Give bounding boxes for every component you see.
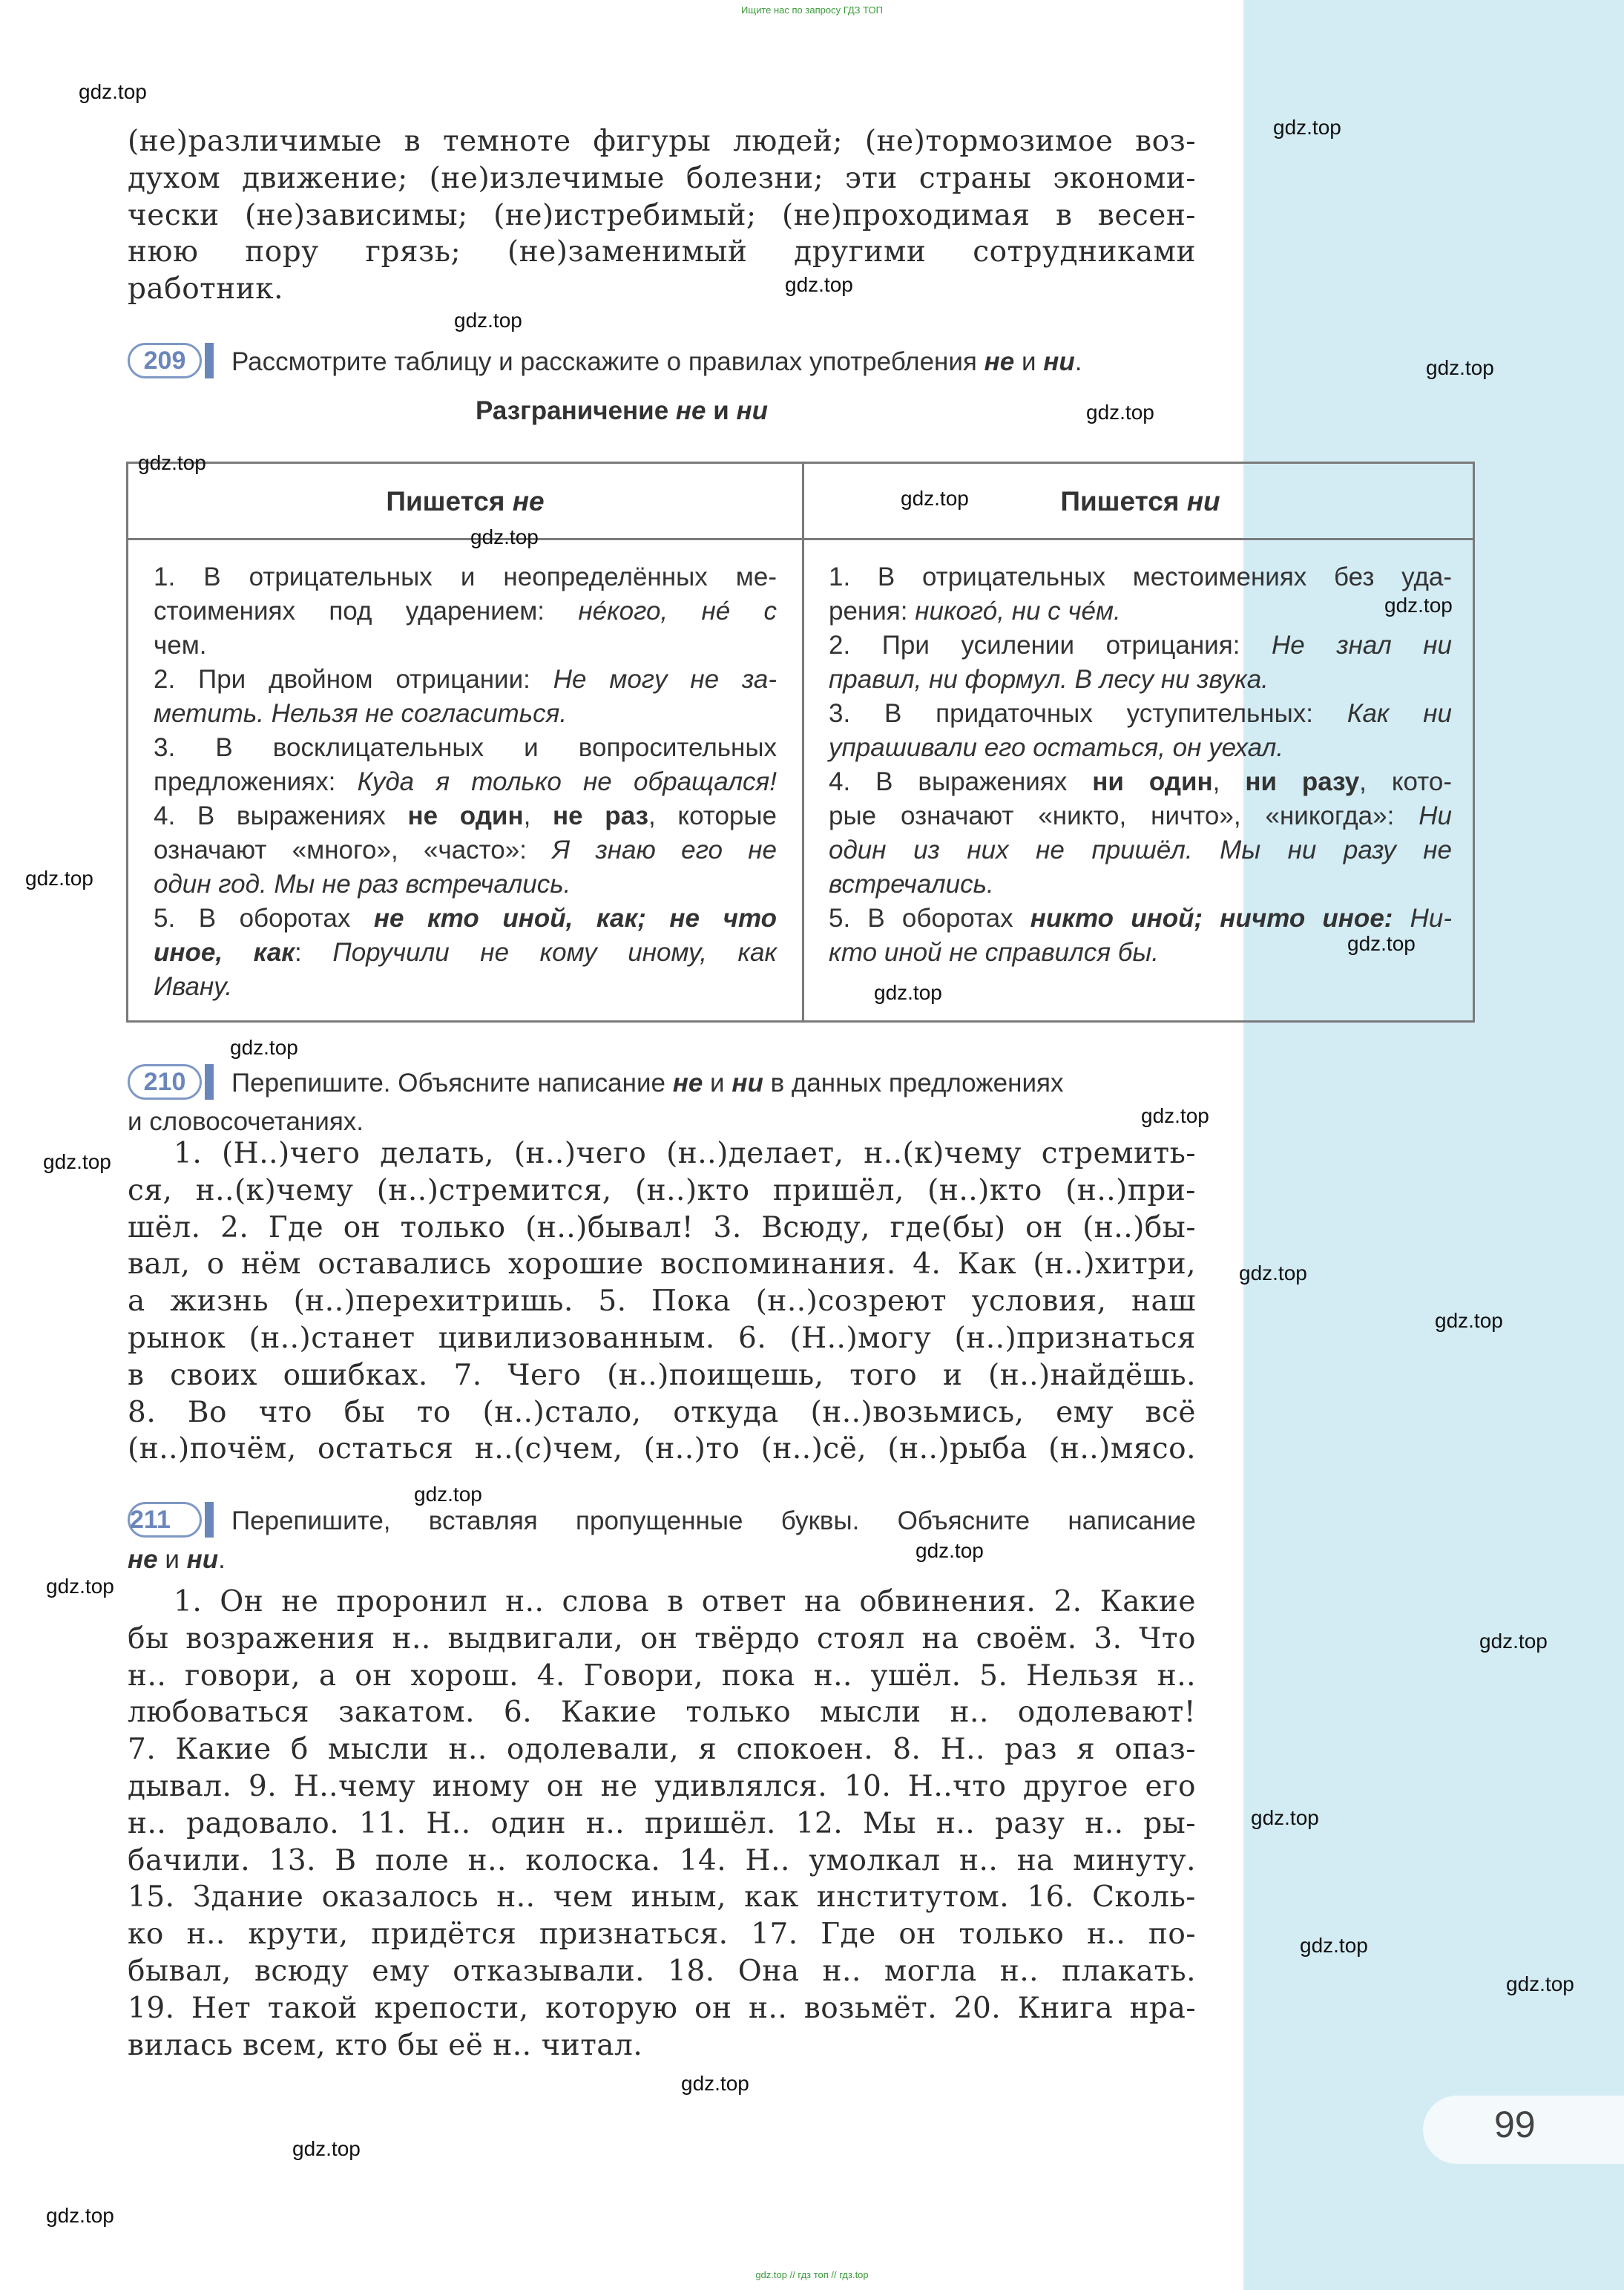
rule-line: 5. В оборотах не кто иной, как; не что bbox=[154, 904, 777, 933]
text-line: вал, о нём оставались хорошие воспоминания. 4. Как (н..)хитри, bbox=[128, 1247, 1196, 1282]
watermark: gdz.top bbox=[46, 1575, 114, 1598]
rule-line: один из них не пришёл. Мы ни разу не bbox=[829, 836, 1452, 865]
text-line: бывал, всюду ему отказывали. 18. Она н.. могла н.. плакать. bbox=[128, 1954, 1196, 1988]
page-number: 99 bbox=[1494, 2104, 1536, 2145]
header-text: Пишется bbox=[386, 486, 513, 516]
watermark: gdz.top bbox=[1479, 1630, 1548, 1653]
text-line: 15. Здание оказалось н.. чем иным, как институтом. 16. Сколь- bbox=[128, 1880, 1196, 1915]
text-line: чески (не)зависимы; (не)истребимый; (не)проходимая в весен- bbox=[128, 198, 1196, 232]
task-line: 210 Перепишите. Объясните написание не и ни в данных предложениях bbox=[128, 1067, 1196, 1106]
badge-bar bbox=[205, 1064, 214, 1100]
header-keyword: ни bbox=[1186, 486, 1220, 516]
watermark: gdz.top bbox=[915, 1539, 984, 1562]
text-line: ся, н..(к)чему (н..)стремится, (н..)кто пришёл, (н..)кто (н..)при- bbox=[128, 1173, 1196, 1207]
watermark: gdz.top bbox=[1506, 1972, 1574, 1995]
caption-keyword: не bbox=[675, 396, 706, 425]
text-line: бы возражения н.. выдвигали, он твёрдо стоял на своём. 3. Что bbox=[128, 1621, 1196, 1656]
rule-line: иное, как: Поручили не кому иному, как bbox=[154, 938, 778, 967]
watermark: gdz.top bbox=[681, 2072, 749, 2095]
text-line: любоваться закатом. 6. Какие только мысли н.. одолевают! bbox=[128, 1696, 1196, 1730]
task-text: . bbox=[1074, 347, 1082, 376]
table-header-rule bbox=[128, 538, 1473, 540]
text-line: н.. говори, а он хорош. 4. Говори, пока н.. ушёл. 5. Нельзя н.. bbox=[128, 1659, 1196, 1693]
rule-line: означают «много», «часто»: Я знаю его не bbox=[154, 836, 777, 865]
text-line: бачили. 13. В поле н.. колоска. 14. Н.. умолкал н.. на минуту. bbox=[128, 1843, 1196, 1877]
task-line: и словосочетаниях. bbox=[128, 1107, 364, 1136]
rules-table bbox=[126, 462, 1475, 1023]
task-number: 210 bbox=[128, 1064, 202, 1100]
task-line: не и ни. bbox=[128, 1545, 226, 1574]
header-text: Пишется bbox=[1060, 486, 1187, 516]
header-keyword: не bbox=[512, 486, 545, 516]
keyword-ni: ни bbox=[1043, 347, 1075, 376]
text-line: 7. Какие б мысли н.. одолевали, я спокоен. 8. Н.. раз я опаз- bbox=[128, 1733, 1196, 1767]
keyword-ni: ни bbox=[732, 1069, 763, 1098]
text-line: (не)различимые в темноте фигуры людей; (не)тормозимое воз- bbox=[128, 125, 1196, 158]
watermark: gdz.top bbox=[874, 981, 942, 1004]
rule-line: 2. При усилении отрицания: Не знал ни bbox=[829, 631, 1453, 660]
rule-line: 3. В восклицательных и вопросительных bbox=[154, 733, 777, 762]
rule-line: кто иной не справился бы. bbox=[829, 938, 1159, 967]
rule-line: один год. Мы не раз встречались. bbox=[154, 870, 571, 899]
watermark: gdz.top bbox=[1435, 1309, 1503, 1332]
keyword-ni: ни bbox=[186, 1545, 219, 1574]
task-text: и bbox=[1014, 347, 1044, 376]
table-caption bbox=[0, 396, 1243, 426]
watermark: gdz.top bbox=[138, 451, 206, 474]
watermark: gdz.top bbox=[25, 867, 93, 890]
text-line: в своих ошибках. 7. Чего (н..)поищешь, того и (н..)найдёшь. bbox=[128, 1358, 1196, 1392]
header-left bbox=[128, 486, 802, 517]
text-line: н.. радовало. 11. Н.. один н.. пришёл. 12. Мы н.. разу н.. ры- bbox=[128, 1806, 1196, 1840]
text-line: а жизнь (н..)перехитришь. 5. Пока (н..)созреют условия, наш bbox=[128, 1285, 1196, 1319]
watermark: gdz.top bbox=[454, 309, 522, 332]
task-211 bbox=[128, 1505, 1196, 1576]
watermark: gdz.top bbox=[46, 2204, 114, 2227]
watermark: gdz.top bbox=[230, 1036, 298, 1059]
rule-line: 4. В выражениях ни один, ни разу, кото- bbox=[829, 767, 1452, 796]
watermark: gdz.top bbox=[785, 273, 853, 296]
keyword-ne: не bbox=[672, 1069, 703, 1098]
task-number-badge bbox=[128, 343, 215, 381]
text-line: ко н.. крути, придётся признаться. 17. Где он только н.. по- bbox=[128, 1917, 1196, 1952]
text-line: нюю пору грязь; (не)заменимый другими сотрудниками bbox=[128, 235, 1196, 269]
text-line: 19. Нет такой крепости, которую он н.. возьмёт. 20. Книга нра- bbox=[128, 1991, 1196, 2025]
text-line: 1. (Н..)чего делать, (н..)чего (н..)делает, н..(к)чему стремить- bbox=[174, 1137, 1196, 1170]
rule-line: чем. bbox=[154, 631, 207, 660]
task-number-badge bbox=[128, 1502, 215, 1541]
task-number: 211 bbox=[128, 1502, 202, 1538]
watermark: gdz.top bbox=[1384, 594, 1453, 617]
rule-line: рые означают «никто, ничто», «никогда»: Ни bbox=[829, 801, 1452, 830]
watermark: gdz.top bbox=[1300, 1934, 1368, 1957]
rule-line: 1. В отрицательных местоимениях без уда- bbox=[829, 562, 1452, 591]
watermark: gdz.top bbox=[1141, 1104, 1209, 1127]
task-text: Рассмотрите таблицу и расскажите о правилах употребления bbox=[231, 347, 984, 376]
task-number-badge bbox=[128, 1064, 215, 1103]
caption-text: и bbox=[706, 396, 737, 425]
bottom-banner: gdz.top // гдз топ // гдз.top bbox=[755, 2269, 869, 2280]
watermark: gdz.top bbox=[43, 1150, 111, 1173]
rule-line: стоимениях под ударением: не́кого, не́ с bbox=[154, 597, 778, 626]
text-line: 1. Он не проронил н.. слова в ответ на обвинения. 2. Какие bbox=[174, 1585, 1196, 1618]
table-divider bbox=[802, 464, 804, 1020]
watermark: gdz.top bbox=[292, 2137, 361, 2160]
cell-left bbox=[154, 560, 777, 1004]
text-line: рынок (н..)станет цивилизованным. 6. (Н..)могу (н..)признаться bbox=[128, 1321, 1196, 1355]
top-banner: Ищите нас по запросу ГДЗ ТОП bbox=[741, 4, 883, 16]
rule-line: 1. В отрицательных и неопределённых ме- bbox=[154, 562, 777, 591]
watermark: gdz.top bbox=[1347, 932, 1416, 955]
text-line: духом движение; (не)излечимые болезни; эти страны экономи- bbox=[128, 161, 1196, 195]
rule-line: метить. Нельзя не согласиться. bbox=[154, 699, 568, 728]
task-209 bbox=[128, 346, 1196, 384]
watermark: gdz.top bbox=[1251, 1806, 1319, 1829]
rule-line: 3. В придаточных уступительных: Как ни bbox=[829, 699, 1452, 728]
text-line: шёл. 2. Где он только (н..)бывал! 3. Всюду, где(бы) он (н..)бы- bbox=[128, 1210, 1196, 1244]
cell-right bbox=[829, 560, 1452, 970]
text-line: работник. bbox=[128, 272, 284, 306]
rule-line: 4. В выражениях не один, не раз, которые bbox=[154, 801, 777, 830]
watermark: gdz.top bbox=[414, 1483, 482, 1506]
caption-text: Разграничение bbox=[476, 396, 676, 425]
exercise-211 bbox=[128, 1584, 1196, 2064]
watermark: gdz.top bbox=[1086, 401, 1154, 424]
rule-line: Ивану. bbox=[154, 972, 233, 1001]
text-line: 8. Во что бы то (н..)стало, откуда (н..)возьмись, ему всё bbox=[128, 1395, 1196, 1429]
text-line: вилась всем, кто бы её н.. читал. bbox=[128, 2028, 643, 2062]
badge-bar bbox=[205, 343, 214, 378]
rule-line: правил, ни формул. В лесу ни звука. bbox=[829, 665, 1269, 694]
watermark: gdz.top bbox=[79, 80, 147, 103]
rule-line: предложениях: Куда я только не обращался! bbox=[154, 767, 777, 796]
task-210 bbox=[128, 1067, 1196, 1138]
watermark: gdz.top bbox=[1239, 1262, 1307, 1285]
rule-line: 5. В оборотах никто иной; ничто иное: Ни- bbox=[829, 904, 1452, 933]
task-number: 209 bbox=[128, 343, 202, 378]
text-line: дывал. 9. Н..чему иному он не удивлялся. 10. Н..что другое его bbox=[128, 1769, 1196, 1803]
exercise-210 bbox=[128, 1135, 1196, 1468]
watermark: gdz.top bbox=[1273, 116, 1341, 139]
task-line: 211 Перепишите, вставляя пропущенные буквы. Объясните написание bbox=[128, 1505, 1196, 1543]
caption-keyword: ни bbox=[736, 396, 768, 425]
watermark: gdz.top bbox=[901, 487, 969, 510]
watermark: gdz.top bbox=[1426, 356, 1494, 379]
keyword-ne: не bbox=[984, 347, 1015, 376]
rule-line: упрашивали его остаться, он уехал. bbox=[829, 733, 1284, 762]
rule-line: рения: никого́, ни с че́м. bbox=[829, 597, 1121, 626]
watermark: gdz.top bbox=[470, 525, 539, 548]
rule-line: 2. При двойном отрицании: Не могу не за- bbox=[154, 665, 777, 694]
text-line: (н..)почём, остаться н..(с)чем, (н..)то (н..)сё, (н..)рыба (н..)мясо. bbox=[128, 1432, 1196, 1466]
badge-bar bbox=[205, 1502, 214, 1538]
rule-line: встречались. bbox=[829, 870, 994, 899]
intro-paragraph bbox=[128, 123, 1196, 308]
keyword-ne: не bbox=[128, 1545, 158, 1574]
